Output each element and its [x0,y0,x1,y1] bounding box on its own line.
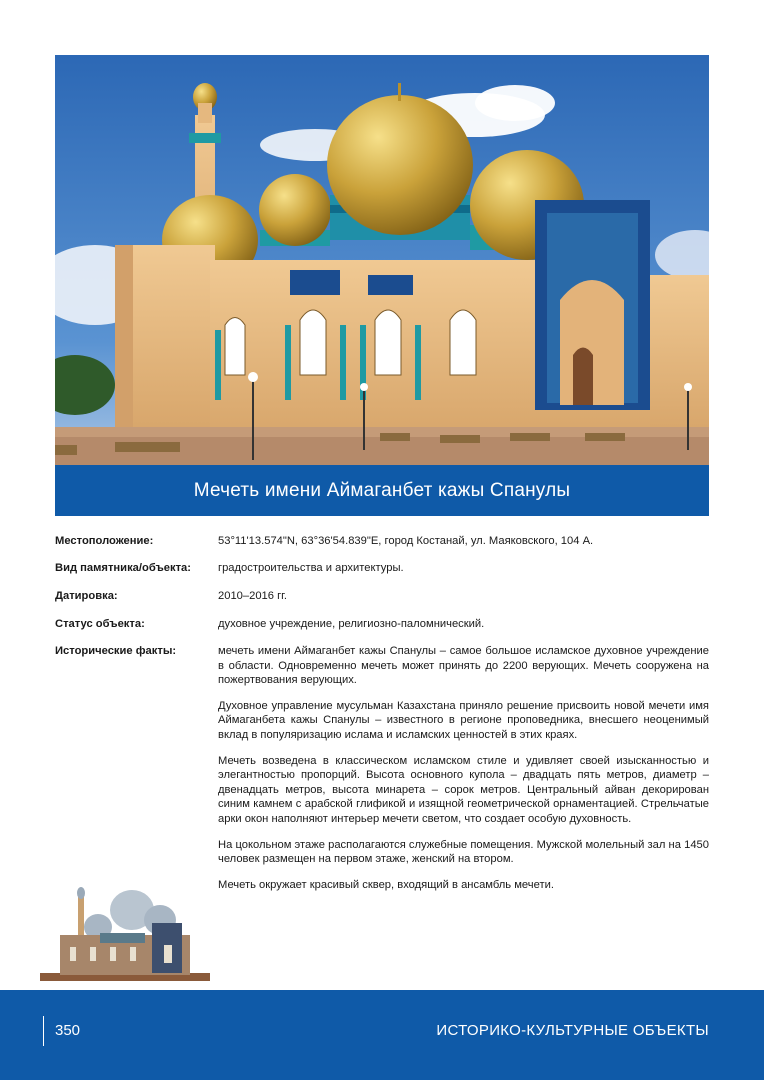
page-footer [0,990,764,1080]
facts-text [218,644,709,892]
mosque-thumbnail-icon [40,885,210,983]
dating-row [55,589,709,604]
dating-value: 2010–2016 гг. [218,590,288,602]
section-title: ИСТОРИКО-КУЛЬТУРНЫЕ ОБЪЕКТЫ [436,1022,709,1039]
facts-paragraph: мечеть имени Аймаганбет кажы Спанулы – самое большое исламское духовное учреждение в области. Одновременно мечеть может принять до 2200 верующих. Мечеть сооружена на пожертвования верующих. [218,645,709,687]
object-title-text: Мечеть имени Аймаганбет кажы Спанулы [193,479,571,501]
status-value: духовное учреждение, религиозно-паломнический. [218,618,485,630]
type-value: градостроительства и архитектуры. [218,562,404,574]
facts-paragraph: Мечеть возведена в классическом исламском стиле и удивляет своей изысканностью и элегантностью пропорций. Высота основного купола – двадцать пять метров, диаметр – двенадцать метров, высота минарета – сорок метров. Центральный айван декорирован синим камнем с арабской глификой и изящной геометрической орнаментацией. Стрельчатые арки окон наполняют интерьер мечети светом, что создает особую духовность. [218,754,709,825]
location-label: Местоположение: [55,535,154,547]
object-title [55,465,709,516]
dating-label: Датировка: [55,590,118,602]
facts-paragraph: На цокольном этаже располагаются служебные помещения. Мужской молельный зал на 1450 человек размещен на первом этаже, женский на втором. [218,838,709,866]
facts-label: Исторические факты: [55,645,177,657]
facts-paragraph: Мечеть окружает красивый сквер, входящий в ансамбль мечети. [218,878,554,891]
status-row [55,617,709,632]
page-number: 350 [55,1022,81,1039]
facts-row [55,644,709,903]
status-label: Статус объекта: [55,618,145,630]
type-label: Вид памятника/объекта: [55,562,191,574]
footer-divider [43,1016,44,1046]
location-row [55,534,709,549]
location-value: 53°11'13.574"N, 63°36'54.839"E, город Костанай, ул. Маяковского, 104 А. [218,535,594,547]
facts-paragraph: Духовное управление мусульман Казахстана приняло решение присвоить новой мечети имя Аймаганбета кажы Спанулы – известного в регионе проповедника, внесшего неоценимый вклад в популяризацию ислама и исламских ценностей в этих краях. [218,699,709,741]
type-row [55,561,709,576]
mosque-photo [55,55,709,465]
